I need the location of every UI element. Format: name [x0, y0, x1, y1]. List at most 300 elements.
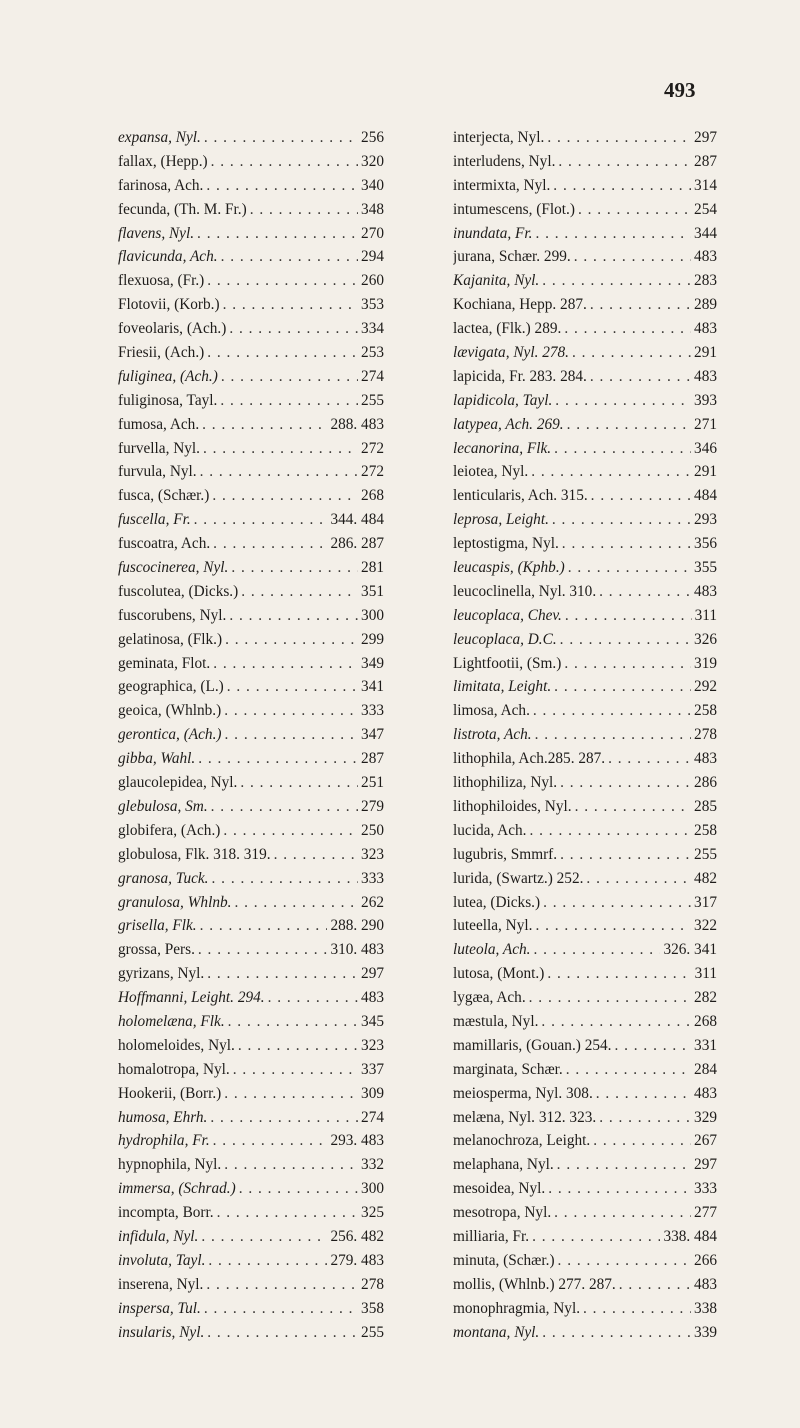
entry-pages: 341: [361, 678, 384, 696]
leader-dots: [554, 1201, 691, 1225]
entry-pages: 314: [694, 176, 717, 194]
entry-pages: 278: [361, 1275, 384, 1293]
leader-dots: [202, 413, 327, 437]
leader-dots: [590, 293, 691, 317]
entry-name: lutosa, (Mont.): [453, 965, 545, 983]
leader-dots: [240, 771, 358, 795]
entry-pages: 274: [361, 1108, 384, 1126]
leader-dots: [547, 126, 691, 150]
entry-pages: 251: [361, 774, 384, 792]
leader-dots: [224, 1153, 358, 1177]
leader-dots: [572, 341, 691, 365]
leader-dots: [535, 222, 691, 246]
index-entry: [453, 198, 717, 222]
leader-dots: [194, 508, 328, 532]
entry-name: intumescens, (Flot.): [453, 200, 575, 218]
index-entry: [453, 269, 717, 293]
leader-dots: [207, 269, 358, 293]
entry-pages: 338: [694, 1299, 717, 1317]
index-entry: [118, 1177, 384, 1201]
entry-pages: 356: [694, 535, 717, 553]
index-entry: [118, 1034, 384, 1058]
leader-dots: [590, 365, 691, 389]
entry-name: lapicida, Fr. 283. 284.: [453, 367, 587, 385]
index-column-left: [118, 126, 384, 1344]
leader-dots: [619, 1273, 691, 1297]
leader-dots: [233, 1058, 358, 1082]
leader-dots: [220, 389, 358, 413]
entry-name: geographica, (L.): [118, 678, 224, 696]
index-entry: [453, 245, 717, 269]
leader-dots: [213, 532, 327, 556]
index-entry: [453, 723, 717, 747]
index-entry: [453, 532, 717, 556]
index-entry: [118, 819, 384, 843]
entry-pages: 334: [361, 320, 384, 338]
index-entry: [118, 1153, 384, 1177]
index-entry: [453, 174, 717, 198]
entry-pages: 323: [361, 1036, 384, 1054]
entry-pages: 267: [694, 1132, 717, 1150]
entry-name: flavens, Nyl.: [118, 224, 195, 242]
index-entry: [453, 341, 717, 365]
entry-pages: 272: [361, 463, 384, 481]
index-entry: [453, 413, 717, 437]
leader-dots: [221, 245, 358, 269]
entry-pages: 337: [361, 1060, 384, 1078]
leader-dots: [250, 198, 358, 222]
index-entry: [118, 1321, 384, 1345]
index-entry: [118, 245, 384, 269]
index-entry: [118, 986, 384, 1010]
index-entry: [453, 747, 717, 771]
entry-pages: 256: [361, 129, 384, 146]
index-entry: [453, 222, 717, 246]
index-entry: [118, 675, 384, 699]
entry-name: grossa, Pers.: [118, 941, 195, 959]
entry-pages: 293: [694, 511, 717, 529]
entry-name: leprosa, Leight.: [453, 511, 549, 529]
index-entry: [118, 484, 384, 508]
leader-dots: [217, 1201, 358, 1225]
index-entry: [118, 341, 384, 365]
entry-pages: 348: [361, 200, 384, 218]
entry-pages: 286: [694, 774, 717, 792]
index-entry: [453, 1129, 717, 1153]
entry-name: fusca, (Schær.): [118, 487, 210, 505]
leader-dots: [533, 699, 691, 723]
index-entry: [453, 1201, 717, 1225]
entry-pages: 483: [694, 248, 717, 266]
leader-dots: [535, 914, 691, 938]
index-entry: [453, 1273, 717, 1297]
leader-dots: [564, 652, 691, 676]
leader-dots: [568, 556, 691, 580]
leader-dots: [575, 795, 691, 819]
index-entry: [118, 389, 384, 413]
index-entry: [118, 413, 384, 437]
entry-name: Lightfootii, (Sm.): [453, 654, 562, 672]
leader-dots: [531, 460, 691, 484]
entry-name: fuscella, Fr.: [118, 511, 191, 529]
entry-pages: 262: [361, 893, 384, 911]
index-entry: [453, 795, 717, 819]
entry-name: hydrophila, Fr.: [118, 1132, 210, 1150]
entry-pages: 353: [361, 296, 384, 314]
entry-name: fuliginea, (Ach.): [118, 367, 218, 385]
entry-pages: 277: [694, 1204, 717, 1222]
index-entry: [453, 580, 717, 604]
entry-pages: 288. 290: [330, 917, 384, 935]
entry-pages: 272: [361, 439, 384, 457]
entry-pages: 279: [361, 797, 384, 815]
index-entry: [118, 1273, 384, 1297]
index-entry: [453, 699, 717, 723]
entry-name: intermixta, Nyl.: [453, 176, 551, 194]
entry-pages: 279. 483: [330, 1251, 384, 1269]
leader-dots: [224, 699, 358, 723]
index-entry: [453, 819, 717, 843]
entry-name: flavicunda, Ach.: [118, 248, 218, 266]
entry-pages: 339: [694, 1323, 717, 1341]
index-entry: [118, 1225, 384, 1249]
entry-name: glebulosa, Sm.: [118, 797, 208, 815]
leader-dots: [614, 1034, 691, 1058]
entry-name: expansa, Nyl.: [118, 129, 201, 146]
leader-dots: [565, 604, 692, 628]
leader-dots: [213, 652, 358, 676]
entry-pages: 323: [361, 845, 384, 863]
leader-dots: [560, 628, 691, 652]
index-entry: [118, 1129, 384, 1153]
entry-name: leucaspis, (Kphb.): [453, 559, 565, 577]
index-entry: [118, 891, 384, 915]
entry-pages: 355: [694, 559, 717, 577]
entry-pages: 358: [361, 1299, 384, 1317]
index-entry: [118, 1249, 384, 1273]
entry-name: homalotropa, Nyl.: [118, 1060, 230, 1078]
entry-pages: 293. 483: [330, 1132, 384, 1150]
index-entry: [118, 293, 384, 317]
index-entry: [118, 723, 384, 747]
index-entry: [453, 484, 717, 508]
leader-dots: [206, 174, 358, 198]
entry-name: fecunda, (Th. M. Fr.): [118, 200, 247, 218]
entry-name: fallax, (Hepp.): [118, 152, 208, 170]
entry-pages: 482: [694, 869, 717, 887]
leader-dots: [274, 843, 358, 867]
entry-name: Hookerii, (Borr.): [118, 1084, 222, 1102]
entry-name: farinosa, Ach.: [118, 176, 204, 194]
leader-dots: [223, 819, 358, 843]
leader-dots: [542, 1321, 691, 1345]
leader-dots: [231, 556, 358, 580]
leader-dots: [200, 914, 328, 938]
leader-dots: [223, 293, 358, 317]
entry-pages: 333: [361, 869, 384, 887]
leader-dots: [541, 1010, 691, 1034]
entry-name: limosa, Ach.: [453, 702, 530, 720]
leader-dots: [532, 1225, 660, 1249]
index-entry: [453, 1225, 717, 1249]
leader-dots: [268, 986, 358, 1010]
leader-dots: [229, 317, 358, 341]
entry-name: leptostigma, Nyl.: [453, 535, 559, 553]
entry-name: glaucolepidea, Nyl.: [118, 774, 238, 792]
leader-dots: [239, 1177, 358, 1201]
entry-name: fuscorubens, Nyl.: [118, 606, 227, 624]
leader-dots: [225, 723, 359, 747]
entry-pages: 344. 484: [330, 511, 384, 529]
index-entry: [453, 1321, 717, 1345]
entry-name: inundata, Fr.: [453, 224, 533, 242]
entry-name: flexuosa, (Fr.): [118, 272, 205, 290]
index-entry: [453, 652, 717, 676]
entry-pages: 253: [361, 344, 384, 362]
entry-pages: 347: [361, 726, 384, 744]
leader-dots: [211, 795, 358, 819]
entry-name: leiotea, Nyl.: [453, 463, 529, 481]
entry-pages: 484: [694, 487, 717, 505]
entry-pages: 286. 287: [330, 535, 384, 553]
index-entry: [118, 1106, 384, 1130]
entry-name: Flotovii, (Korb.): [118, 296, 220, 314]
index-entry: [453, 986, 717, 1010]
entry-name: mollis, (Whlnb.) 277. 287.: [453, 1275, 616, 1293]
entry-name: listrota, Ach.: [453, 726, 532, 744]
entry-name: inspersa, Tul.: [118, 1299, 201, 1317]
index-entry: [453, 1010, 717, 1034]
index-entry: [118, 628, 384, 652]
entry-pages: 292: [694, 678, 717, 696]
leader-dots: [221, 365, 358, 389]
leader-dots: [583, 1297, 691, 1321]
entry-pages: 254: [694, 200, 717, 218]
leader-dots: [203, 437, 358, 461]
leader-dots: [225, 628, 358, 652]
leader-dots: [213, 1129, 328, 1153]
entry-name: fuscocinerea, Nyl.: [118, 559, 229, 577]
entry-pages: 282: [694, 989, 717, 1007]
leader-dots: [212, 484, 358, 508]
entry-pages: 331: [694, 1036, 717, 1054]
entry-pages: 300: [361, 1180, 384, 1198]
entry-name: insularis, Nyl.: [118, 1323, 205, 1341]
leader-dots: [557, 1153, 691, 1177]
leader-dots: [241, 580, 358, 604]
leader-dots: [204, 126, 358, 150]
leader-dots: [599, 580, 691, 604]
leader-dots: [238, 1034, 358, 1058]
index-entry: [118, 938, 384, 962]
index-entry: [118, 914, 384, 938]
entry-name: fuscolutea, (Dicks.): [118, 582, 239, 600]
entry-name: Kajanita, Nyl.: [453, 272, 540, 290]
entry-name: interludens, Nyl.: [453, 152, 556, 170]
page-number: 493: [664, 78, 696, 102]
entry-name: furvula, Nyl.: [118, 463, 197, 481]
index-entry: [118, 1297, 384, 1321]
entry-pages: 278: [694, 726, 717, 744]
entry-name: furvella, Nyl.: [118, 439, 200, 457]
index-entry: [453, 126, 717, 150]
entry-pages: 300: [361, 606, 384, 624]
entry-pages: 344: [694, 224, 717, 242]
entry-pages: 255: [694, 845, 717, 863]
index-entry: [453, 1058, 717, 1082]
leader-dots: [558, 150, 691, 174]
index-entry: [118, 174, 384, 198]
entry-pages: 393: [694, 391, 717, 409]
leader-dots: [547, 962, 691, 986]
entry-name: melanochroza, Leight.: [453, 1132, 591, 1150]
leader-dots: [204, 1297, 358, 1321]
index-entry: [453, 675, 717, 699]
index-entry: [453, 437, 717, 461]
leader-dots: [198, 747, 358, 771]
entry-pages: 349: [361, 654, 384, 672]
entry-pages: 326: [694, 630, 717, 648]
index-entry: [118, 437, 384, 461]
leader-dots: [211, 150, 358, 174]
entry-name: mesotropa, Nyl.: [453, 1204, 552, 1222]
leader-dots: [548, 1177, 691, 1201]
leader-dots: [208, 1249, 327, 1273]
index-entry: [453, 628, 717, 652]
entry-name: interjecta, Nyl.: [453, 129, 545, 146]
entry-name: leucoplaca, D.C.: [453, 630, 557, 648]
entry-name: mesoidea, Nyl.: [453, 1180, 546, 1198]
entry-pages: 322: [694, 917, 717, 935]
index-entry: [453, 938, 717, 962]
entry-name: grisella, Flk.: [118, 917, 197, 935]
leader-dots: [608, 747, 691, 771]
entry-name: infidula, Nyl.: [118, 1227, 199, 1245]
entry-name: lecanorina, Flk.: [453, 439, 552, 457]
leader-dots: [227, 675, 358, 699]
entry-pages: 483: [361, 989, 384, 1007]
index-entry: [453, 1297, 717, 1321]
leader-dots: [200, 460, 358, 484]
entry-name: incompta, Borr.: [118, 1204, 214, 1222]
entry-name: lenticularis, Ach. 315.: [453, 487, 588, 505]
entry-name: gelatinosa, (Flk.): [118, 630, 223, 648]
entry-name: mamillaris, (Gouan.) 254.: [453, 1036, 612, 1054]
entry-pages: 329: [694, 1108, 717, 1126]
entry-pages: 268: [694, 1012, 717, 1030]
index-entry: [453, 556, 717, 580]
entry-name: Friesii, (Ach.): [118, 344, 205, 362]
leader-dots: [210, 1106, 358, 1130]
leader-dots: [201, 1225, 327, 1249]
entry-pages: 285: [694, 797, 717, 815]
entry-name: luteella, Nyl.: [453, 917, 533, 935]
entry-pages: 284: [694, 1060, 717, 1078]
entry-pages: 483: [694, 750, 717, 768]
entry-name: granulosa, Whlnb.: [118, 893, 232, 911]
leader-dots: [535, 723, 691, 747]
entry-pages: 332: [361, 1156, 384, 1174]
entry-pages: 319: [694, 654, 717, 672]
entry-pages: 250: [361, 821, 384, 839]
entry-pages: 340: [361, 176, 384, 194]
entry-pages: 274: [361, 367, 384, 385]
entry-pages: 351: [361, 582, 384, 600]
leader-dots: [586, 867, 691, 891]
leader-dots: [197, 222, 358, 246]
entry-name: lugubris, Smmrf.: [453, 845, 558, 863]
leader-dots: [224, 1082, 358, 1106]
index-entry: [118, 747, 384, 771]
entry-pages: 310. 483: [330, 941, 384, 959]
index-entry: [118, 1082, 384, 1106]
leader-dots: [574, 245, 691, 269]
entry-name: fumosa, Ach.: [118, 415, 200, 433]
index-entry: [118, 652, 384, 676]
index-entry: [453, 150, 717, 174]
entry-name: lutea, (Dicks.): [453, 893, 541, 911]
entry-pages: 291: [694, 344, 717, 362]
entry-pages: 333: [694, 1180, 717, 1198]
entry-name: monophragmia, Nyl.: [453, 1299, 581, 1317]
entry-pages: 325: [361, 1204, 384, 1222]
entry-name: lithophiloides, Nyl.: [453, 797, 572, 815]
index-entry: [453, 1177, 717, 1201]
index-entry: [118, 198, 384, 222]
leader-dots: [553, 174, 691, 198]
index-entry: [453, 508, 717, 532]
leader-dots: [562, 532, 691, 556]
entry-pages: 299: [361, 630, 384, 648]
index-entry: [453, 365, 717, 389]
index-entry: [453, 389, 717, 413]
leader-dots: [529, 986, 691, 1010]
index-entry: [118, 867, 384, 891]
entry-pages: 338. 484: [663, 1227, 717, 1245]
index-entry: [118, 269, 384, 293]
entry-pages: 297: [694, 1156, 717, 1174]
entry-name: leucoplaca, Chev.: [453, 606, 562, 624]
index-entry: [118, 532, 384, 556]
entry-pages: 320: [361, 152, 384, 170]
entry-name: lurida, (Swartz.) 252.: [453, 869, 584, 887]
entry-name: Hoffmanni, Leight. 294.: [118, 989, 265, 1007]
entry-pages: 297: [694, 129, 717, 146]
entry-name: gyrizans, Nyl.: [118, 965, 205, 983]
entry-pages: 271: [694, 415, 717, 433]
entry-name: mæstula, Nyl.: [453, 1012, 539, 1030]
leader-dots: [542, 269, 691, 293]
entry-pages: 483: [694, 367, 717, 385]
leader-dots: [599, 1106, 691, 1130]
entry-name: holomelæna, Flk.: [118, 1012, 225, 1030]
entry-name: melaphana, Nyl.: [453, 1156, 554, 1174]
entry-name: minuta, (Schær.): [453, 1251, 555, 1269]
entry-name: lygæa, Ach.: [453, 989, 526, 1007]
entry-pages: 258: [694, 821, 717, 839]
entry-name: globulosa, Flk. 318. 319.: [118, 845, 271, 863]
entry-name: fuscoatra, Ach.: [118, 535, 211, 553]
entry-pages: 483: [694, 1275, 717, 1293]
entry-name: montana, Nyl.: [453, 1323, 540, 1341]
leader-dots: [596, 1082, 691, 1106]
index-entry: [118, 126, 384, 150]
entry-pages: 266: [694, 1251, 717, 1269]
entry-name: granosa, Tuck.: [118, 869, 209, 887]
leader-dots: [530, 819, 692, 843]
index-entry: [118, 365, 384, 389]
index-entry: [118, 1201, 384, 1225]
